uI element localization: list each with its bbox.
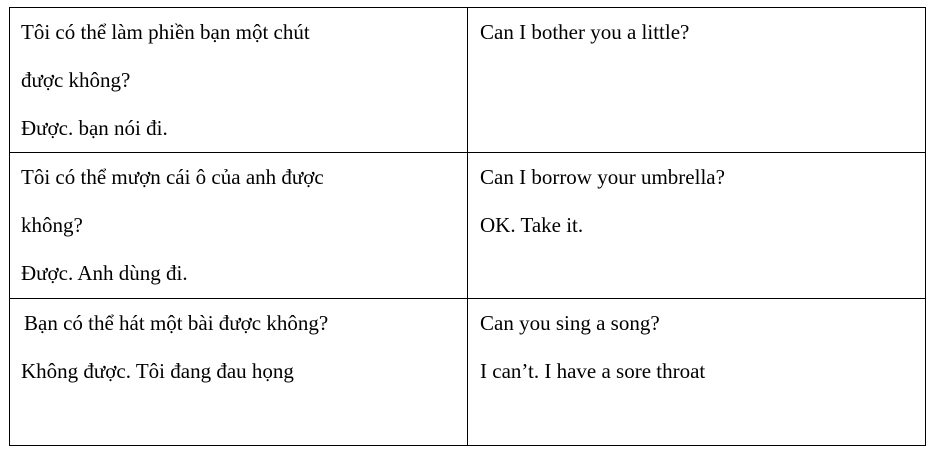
english-line: OK. Take it. <box>480 213 584 237</box>
phrase-table <box>9 7 926 446</box>
english-cell <box>468 299 926 446</box>
english-cell <box>468 8 926 153</box>
vietnamese-line: Tôi có thể làm phiền bạn một chút <box>21 20 310 44</box>
vietnamese-cell <box>10 8 468 153</box>
vietnamese-line: Được. Anh dùng đi. <box>21 261 188 285</box>
english-line: Can you sing a song? <box>480 311 660 335</box>
vietnamese-line: Bạn có thể hát một bài được không? <box>24 311 329 335</box>
english-line: Can I bother you a little? <box>480 20 690 44</box>
english-line: I can’t. I have a sore throat <box>480 359 706 383</box>
vietnamese-line: không? <box>21 213 83 237</box>
vietnamese-line: được không? <box>21 68 131 92</box>
vietnamese-cell <box>10 153 468 299</box>
vietnamese-cell <box>10 299 468 446</box>
vietnamese-line: Tôi có thể mượn cái ô của anh được <box>21 165 324 189</box>
english-cell <box>468 153 926 299</box>
vietnamese-line: Không được. Tôi đang đau họng <box>21 359 294 383</box>
vietnamese-line: Được. bạn nói đi. <box>21 116 168 140</box>
table-row <box>10 153 926 299</box>
table-row <box>10 299 926 446</box>
table-row <box>10 8 926 153</box>
english-line: Can I borrow your umbrella? <box>480 165 725 189</box>
